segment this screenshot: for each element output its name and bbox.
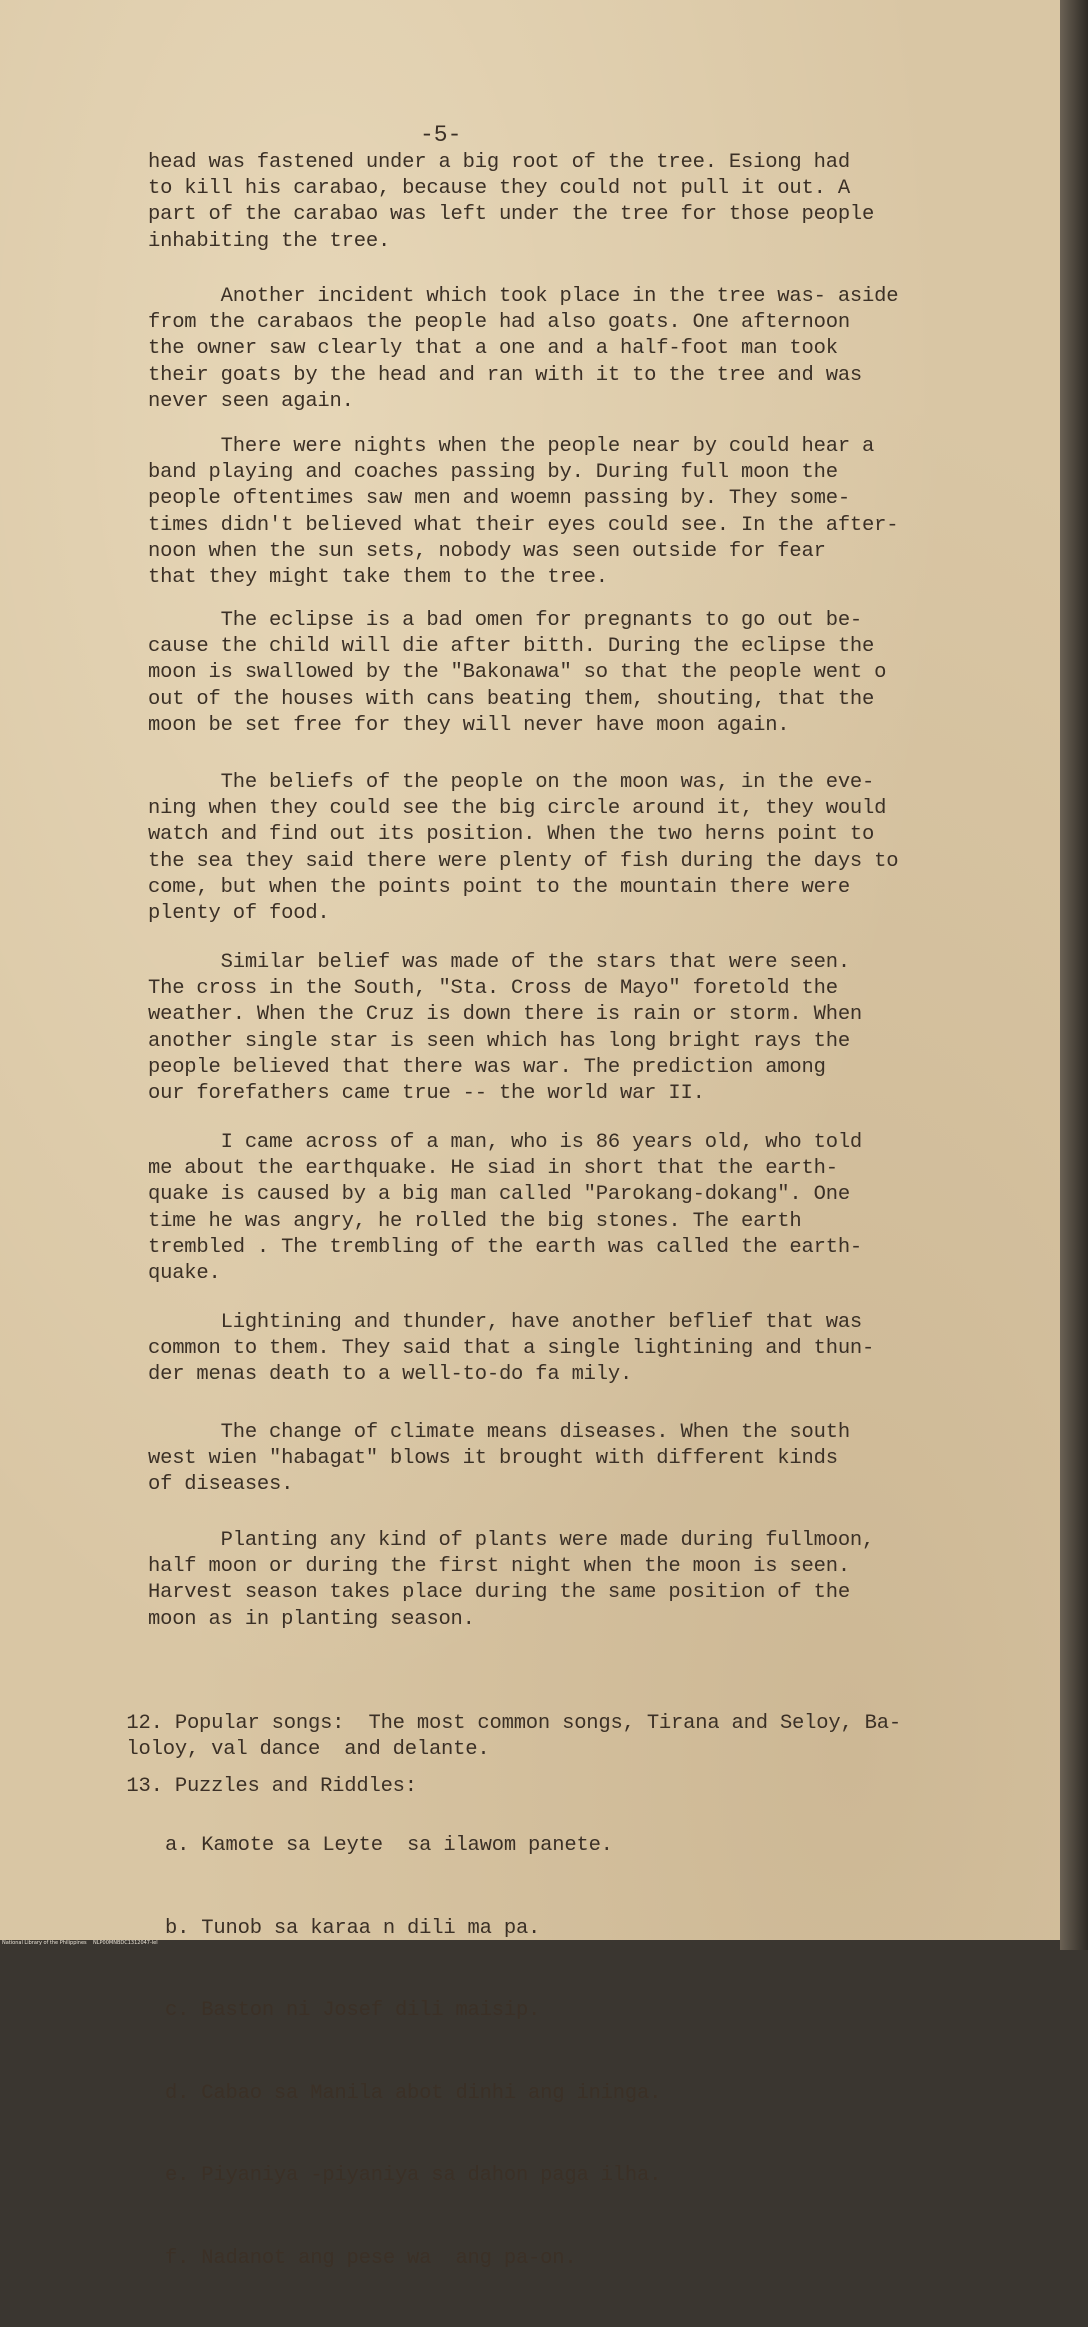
paragraph-3: There were nights when the people near by could hear a band playing and coaches passing by. During full moon the people oftentimes saw men and woemn passing by. They some- times didn't believed what their eyes could see. In the after- noon when the sun sets, nobody was seen outside for fear that they might take them to the tree.	[148, 435, 899, 590]
riddles-list	[165, 1777, 661, 2327]
section-12-number: 12.	[126, 1712, 163, 1736]
page-edge-shadow	[1060, 0, 1088, 1950]
riddle-item-d: d. Cabao sa Manila abot dinhi ang ininga.	[165, 2081, 662, 2105]
paragraph-10: Planting any kind of plants were made during fullmoon, half moon or during the first night when the moon is seen. Harvest season takes place during the same position of the moon as in planting season.	[148, 1529, 875, 1631]
riddle-item-c: c. Baston ni Josef dili maisip.	[165, 1999, 541, 2022]
paragraph-5: The beliefs of the people on the moon was, in the eve- ning when they could see the big circle around it, they would watch and find out its position. When the two herns point to the sea they said there were plenty of fish during the days to come, but when the points point to the mountain there were plenty of food.	[148, 771, 899, 926]
section-13-heading: Puzzles and Riddles:	[174, 1775, 417, 1799]
riddle-item-b: b. Tunob sa karaa n dili ma pa.	[165, 1916, 541, 1940]
paragraph-7: I came across of a man, who is 86 years old, who told me about the earthquake. He siad in short that the earth- quake is caused by a big man called "Parokang-dokang". One time he was angry, he rolled the big stones. The earth trembled . The trembling of the earth was called the earth- quake.	[148, 1131, 863, 1286]
riddle-item-f: f. Nadanot ang pese wa ang pa-on.	[165, 2246, 577, 2270]
paragraph-2: Another incident which took place in the tree was- aside from the carabaos the people had also goats. One afternoon the owner saw clearly that a one and a half-foot man took their goats by the head and ran with it to the tree and was never seen again.	[148, 285, 899, 413]
page-number: -5-	[420, 122, 462, 148]
paragraph-8: Lightining and thunder, have another beflief that was common to them. They said that a single lightining and thun- der menas death to a well-to-do fa mily.	[148, 1311, 875, 1387]
section-12-text: Popular songs: The most common songs, Tirana and Seloy, Ba- loloy, val dance and delante.	[126, 1712, 901, 1762]
paragraph-4: The eclipse is a bad omen for pregnants to go out be- cause the child will die after bitth. During the eclipse the moon is swallowed by the "Bakonawa" so that the people went o out of the houses with cans beating them, shouting, that the moon be set free for they will never have moon again.	[148, 609, 887, 737]
paragraph-1: head was fastened under a big root of the tree. Esiong had to kill his carabao, because they could not pull it out. A part of the carabao was left under the tree for those people inhabiting the tree.	[148, 151, 875, 253]
riddle-item-e: e. Piyaniya -piyaniya sa dahon paga ilha.	[165, 2164, 662, 2187]
section-13-number: 13.	[126, 1775, 163, 1799]
riddle-item-a: a. Kamote sa Leyte sa ilawom panete.	[165, 1834, 613, 1857]
paragraph-6: Similar belief was made of the stars that were seen. The cross in the South, "Sta. Cross de Mayo" foretold the weather. When the Cruz is down there is rain or storm. When another single star is seen which has long bright rays the people believed that there was war. The prediction among our forefathers came true -- the world war II.	[148, 951, 863, 1106]
paragraph-9: The change of climate means diseases. When the south west wien "habagat" blows it brought with different kinds of diseases.	[148, 1421, 850, 1497]
archive-footer: National Library of the Philippines NLP00MNBDC1312047-lel	[2, 1940, 158, 1946]
